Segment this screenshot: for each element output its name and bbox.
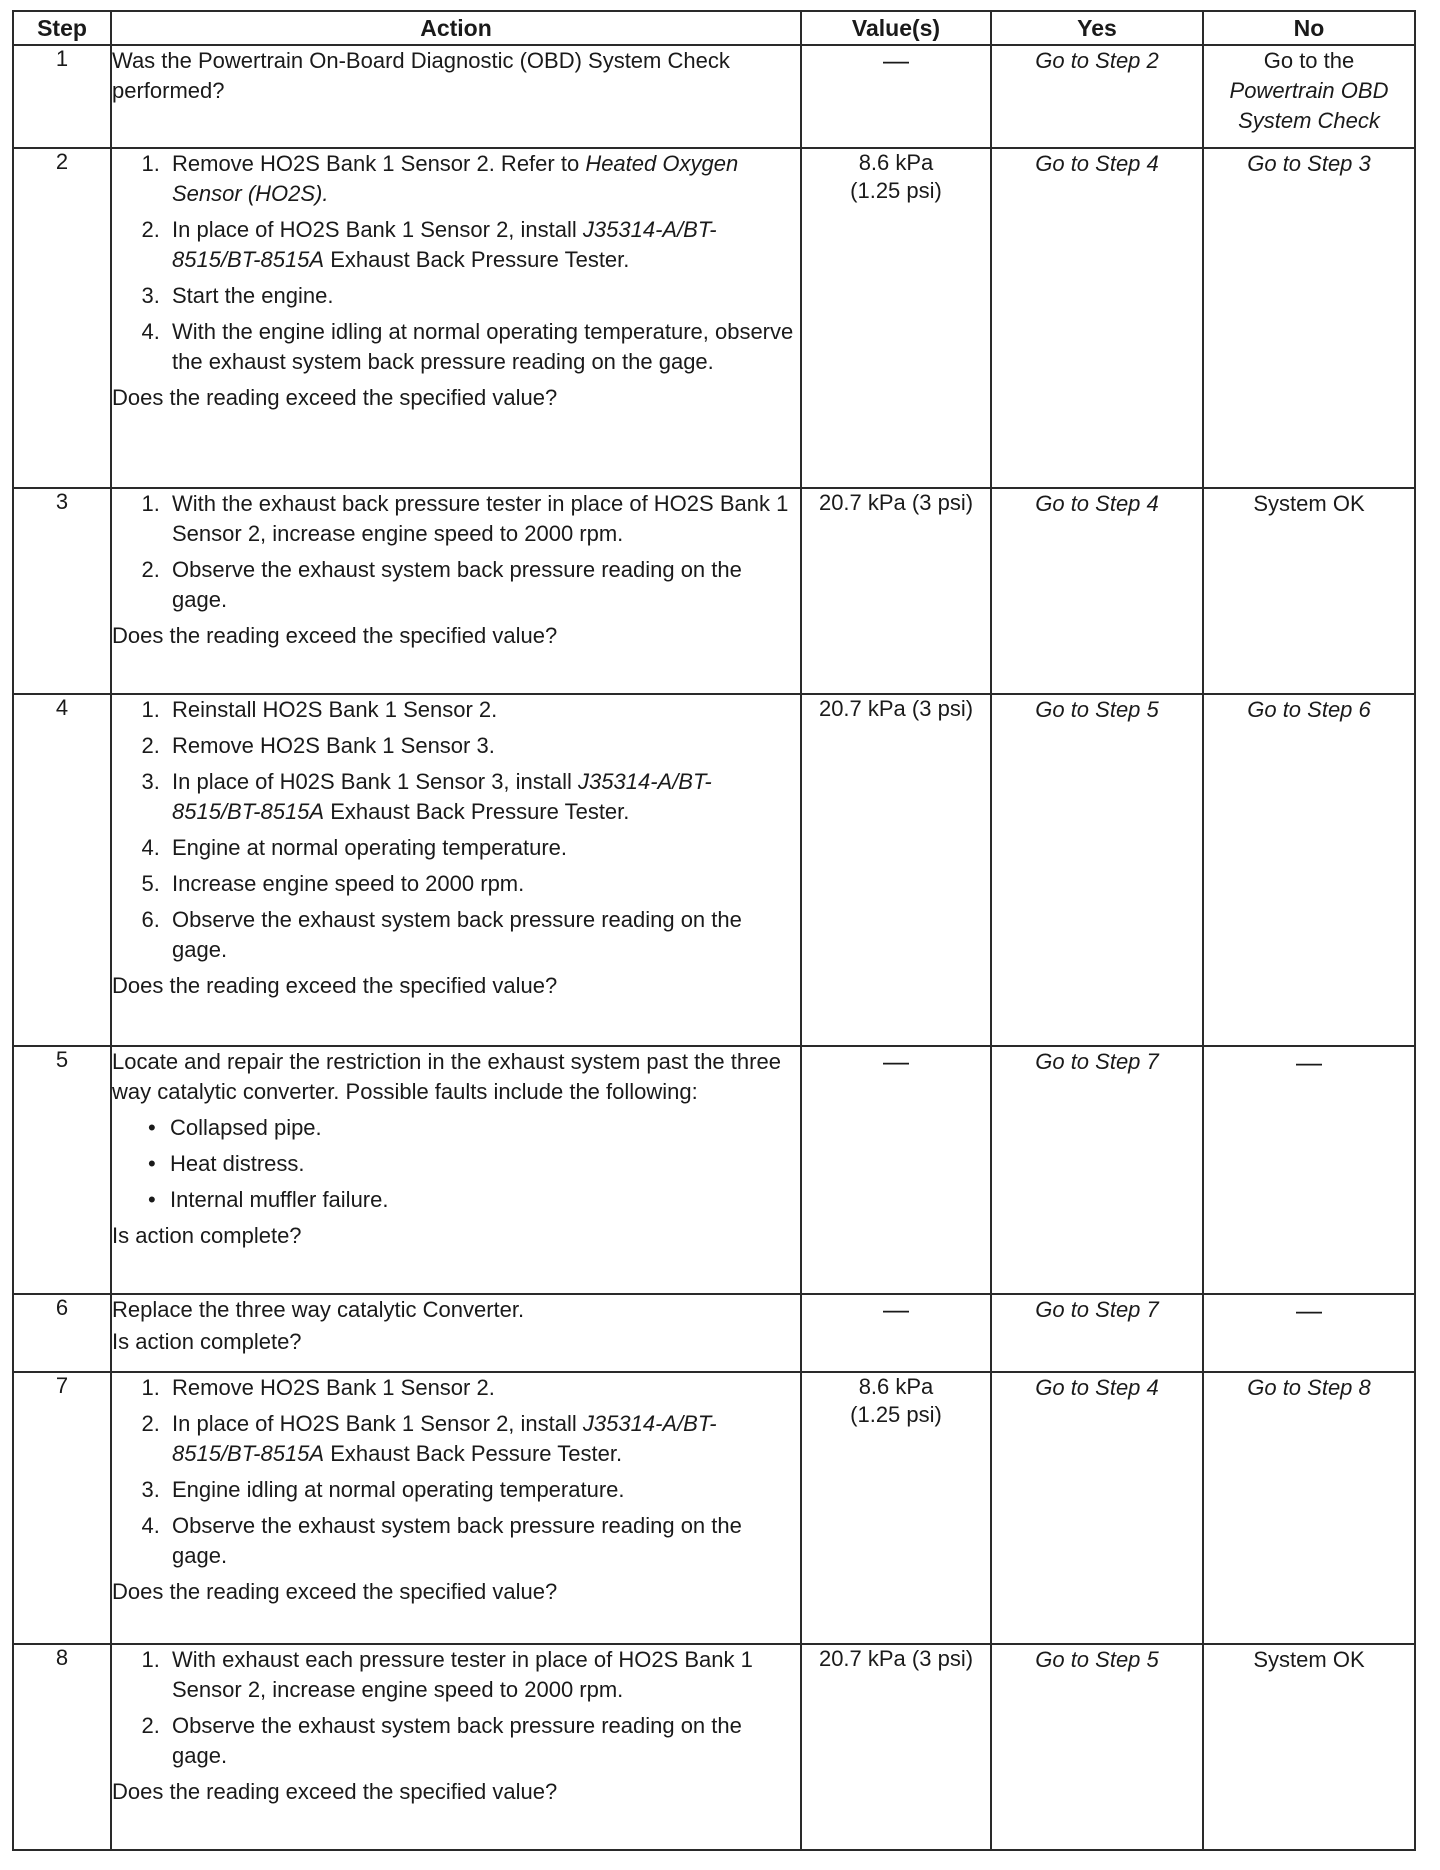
- step-number: 7: [13, 1372, 111, 1644]
- table-row: [13, 488, 1415, 694]
- action-cell: [111, 1294, 801, 1372]
- header-action: Action: [111, 11, 801, 45]
- step-number: 2: [13, 148, 111, 488]
- yes-cell: Go to Step 7: [991, 1046, 1203, 1294]
- step-number: 6: [13, 1294, 111, 1372]
- action-cell: [111, 45, 801, 148]
- action-step: 4. Observe the exhaust system back pressure reading on the gage.: [166, 1511, 800, 1571]
- table-row: [13, 148, 1415, 488]
- yes-cell: Go to Step 4: [991, 1372, 1203, 1644]
- table-row: [13, 1294, 1415, 1372]
- no-text: —: [1296, 1295, 1322, 1325]
- action-question: Does the reading exceed the specified value?: [112, 973, 558, 998]
- action-cell: [111, 694, 801, 1046]
- step-number: 3: [13, 488, 111, 694]
- action-step: 2. Observe the exhaust system back pressure reading on the gage.: [166, 1711, 800, 1771]
- action-question: Is action complete?: [112, 1223, 302, 1248]
- value-text-line: 8.6 kPa: [858, 150, 934, 175]
- step-number: 1: [13, 45, 111, 148]
- action-step: 3. Engine idling at normal operating temperature.: [166, 1475, 800, 1505]
- action-step: 4. With the engine idling at normal operating temperature, observe the exhaust system back pressure reading on the gage.: [166, 317, 800, 377]
- action-cell: [111, 1372, 801, 1644]
- table-row: [13, 45, 1415, 148]
- action-text: Replace the three way catalytic Converter.: [112, 1297, 525, 1322]
- no-text: —: [1296, 1047, 1322, 1077]
- no-cell: Go to Step 8: [1203, 1372, 1415, 1644]
- action-cell: [111, 1046, 801, 1294]
- no-cell: Go to Step 3: [1203, 148, 1415, 488]
- value-cell: [801, 1372, 991, 1644]
- yes-cell: Go to Step 5: [991, 1644, 1203, 1850]
- no-cell: System OK: [1203, 1644, 1415, 1850]
- action-question: Does the reading exceed the specified value?: [112, 385, 558, 410]
- value-text-line: (1.25 psi): [850, 1402, 942, 1427]
- action-step: 1. Remove HO2S Bank 1 Sensor 2.: [166, 1373, 800, 1403]
- no-cell: System OK: [1203, 488, 1415, 694]
- action-step: 1. With exhaust each pressure tester in place of HO2S Bank 1 Sensor 2, increase engine speed to 2000 rpm.: [166, 1645, 800, 1705]
- action-step: 2. Remove HO2S Bank 1 Sensor 3.: [166, 731, 800, 761]
- action-steps: [112, 1373, 800, 1571]
- no-text-line: Powertrain OBD: [1229, 78, 1389, 103]
- no-text-line: System Check: [1238, 108, 1380, 133]
- action-steps: [112, 1645, 800, 1771]
- list-item: • Collapsed pipe.: [170, 1113, 800, 1143]
- header-no: No: [1203, 11, 1415, 45]
- action-step: 1. Reinstall HO2S Bank 1 Sensor 2.: [166, 695, 800, 725]
- table-row: [13, 1644, 1415, 1850]
- action-cell: [111, 148, 801, 488]
- action-steps: [112, 489, 800, 615]
- action-text: Was the Powertrain On-Board Diagnostic (OBD) System Check performed?: [112, 48, 730, 103]
- no-cell: [1203, 1046, 1415, 1294]
- action-question: Does the reading exceed the specified value?: [112, 1579, 558, 1604]
- action-step: 4. Engine at normal operating temperature.: [166, 833, 800, 863]
- action-question: Does the reading exceed the specified value?: [112, 623, 558, 648]
- header-value: Value(s): [801, 11, 991, 45]
- value-cell: 20.7 kPa (3 psi): [801, 1644, 991, 1850]
- action-step: 5. Increase engine speed to 2000 rpm.: [166, 869, 800, 899]
- list-item: • Internal muffler failure.: [170, 1185, 800, 1215]
- action-step: 2. Observe the exhaust system back pressure reading on the gage.: [166, 555, 800, 615]
- yes-cell: Go to Step 4: [991, 148, 1203, 488]
- no-text-line: Go to the: [1263, 48, 1355, 73]
- diagnostic-table: [12, 10, 1416, 1851]
- action-step: 2. In place of HO2S Bank 1 Sensor 2, install J35314-A/BT-8515/BT-8515A Exhaust Back Pessure Tester.: [166, 1409, 800, 1469]
- action-steps: [112, 149, 800, 377]
- header-row: [13, 11, 1415, 45]
- step-number: 8: [13, 1644, 111, 1850]
- action-step: 1. With the exhaust back pressure tester in place of HO2S Bank 1 Sensor 2, increase engine speed to 2000 rpm.: [166, 489, 800, 549]
- value-cell: [801, 1046, 991, 1294]
- table-row: [13, 1046, 1415, 1294]
- step-number: 4: [13, 694, 111, 1046]
- yes-cell: Go to Step 4: [991, 488, 1203, 694]
- value-cell: [801, 1294, 991, 1372]
- value-cell: [801, 45, 991, 148]
- yes-cell: Go to Step 7: [991, 1294, 1203, 1372]
- table-row: [13, 1372, 1415, 1644]
- list-item: • Heat distress.: [170, 1149, 800, 1179]
- action-question: Does the reading exceed the specified value?: [112, 1779, 558, 1804]
- action-step: 3. Start the engine.: [166, 281, 800, 311]
- action-cell: [111, 488, 801, 694]
- action-cell: [111, 1644, 801, 1850]
- action-step: 3. In place of H02S Bank 1 Sensor 3, install J35314-A/BT-8515/BT-8515A Exhaust Back Pressure Tester.: [166, 767, 800, 827]
- value-cell: [801, 148, 991, 488]
- action-step: 1. Remove HO2S Bank 1 Sensor 2. Refer to Heated Oxygen Sensor (HO2S).: [166, 149, 800, 209]
- action-question: Is action complete?: [112, 1329, 302, 1354]
- value-text: —: [883, 1046, 909, 1076]
- value-text: —: [883, 1294, 909, 1324]
- no-cell: [1203, 1294, 1415, 1372]
- no-cell: [1203, 45, 1415, 148]
- action-steps: [112, 695, 800, 965]
- action-step: 2. In place of HO2S Bank 1 Sensor 2, install J35314-A/BT-8515/BT-8515A Exhaust Back Pressure Tester.: [166, 215, 800, 275]
- fault-list: [112, 1113, 800, 1215]
- value-text-line: (1.25 psi): [850, 178, 942, 203]
- value-cell: 20.7 kPa (3 psi): [801, 488, 991, 694]
- header-step: Step: [13, 11, 111, 45]
- value-cell: 20.7 kPa (3 psi): [801, 694, 991, 1046]
- step-number: 5: [13, 1046, 111, 1294]
- header-yes: Yes: [991, 11, 1203, 45]
- value-text: —: [883, 45, 909, 75]
- action-text: Locate and repair the restriction in the exhaust system past the three way catalytic converter. Possible faults include the following:: [112, 1049, 781, 1104]
- table-row: [13, 694, 1415, 1046]
- yes-cell: Go to Step 2: [991, 45, 1203, 148]
- yes-cell: Go to Step 5: [991, 694, 1203, 1046]
- action-step: 6. Observe the exhaust system back pressure reading on the gage.: [166, 905, 800, 965]
- value-text-line: 8.6 kPa: [858, 1374, 934, 1399]
- no-cell: Go to Step 6: [1203, 694, 1415, 1046]
